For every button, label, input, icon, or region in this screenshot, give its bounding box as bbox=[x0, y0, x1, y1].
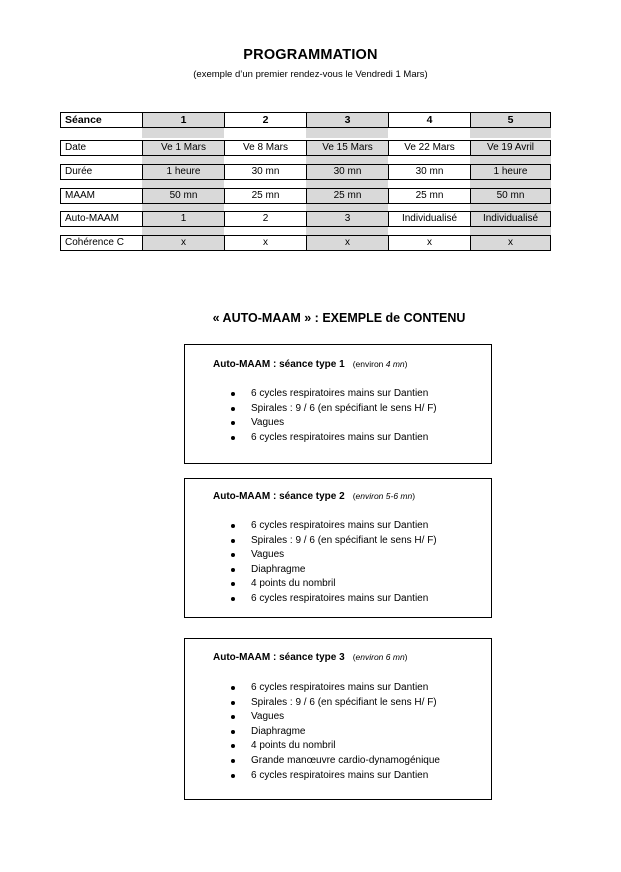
session-box-title: Auto-MAAM : séance type 2 bbox=[213, 491, 345, 502]
list-item bbox=[231, 710, 440, 725]
schedule-header-cell: 5 bbox=[470, 113, 551, 127]
list-item bbox=[231, 681, 440, 696]
duration-value: 4 mn bbox=[385, 359, 405, 369]
duration-suffix: ) bbox=[412, 491, 416, 501]
list-item-text: 6 cycles respiratoires mains sur Dantien bbox=[251, 592, 429, 604]
list-item bbox=[231, 548, 437, 563]
column-shading bbox=[306, 227, 388, 235]
list-item-text: Diaphragme bbox=[251, 563, 306, 575]
list-item-text: 6 cycles respiratoires mains sur Dantien bbox=[251, 431, 429, 443]
duration-prefix: ( bbox=[352, 652, 356, 662]
schedule-cell: 30 mn bbox=[306, 165, 388, 179]
session-box-title: Auto-MAAM : séance type 1 bbox=[213, 359, 345, 370]
list-item bbox=[231, 739, 440, 754]
schedule-cell: Ve 1 Mars bbox=[142, 141, 224, 155]
bullet-icon bbox=[231, 759, 235, 763]
bullet-icon bbox=[231, 436, 235, 440]
schedule-cell: 1 heure bbox=[470, 165, 551, 179]
schedule-row bbox=[60, 188, 551, 204]
column-shading bbox=[306, 128, 388, 138]
bullet-icon bbox=[231, 392, 235, 396]
bullet-icon bbox=[231, 407, 235, 411]
list-item-text: 4 points du nombril bbox=[251, 740, 336, 752]
list-item bbox=[231, 402, 437, 417]
list-item-text: Spirales : 9 / 6 (en spécifiant le sens H/ F) bbox=[251, 402, 437, 414]
list-item-text: Spirales : 9 / 6 (en spécifiant le sens H/ F) bbox=[251, 696, 437, 708]
bullet-icon bbox=[231, 597, 235, 601]
schedule-row bbox=[60, 211, 551, 227]
session-box-title: Auto-MAAM : séance type 3 bbox=[213, 652, 345, 663]
list-item bbox=[231, 754, 440, 769]
exercise-list bbox=[231, 681, 440, 783]
session-box-heading bbox=[213, 652, 408, 663]
list-item bbox=[231, 534, 437, 549]
bullet-icon bbox=[231, 553, 235, 557]
list-item bbox=[231, 431, 437, 446]
list-item-text: 6 cycles respiratoires mains sur Dantien bbox=[251, 520, 429, 531]
bullet-icon bbox=[231, 539, 235, 543]
duration-suffix: ) bbox=[404, 359, 408, 369]
list-item bbox=[231, 519, 437, 534]
list-item-text: Diaphragme bbox=[251, 725, 306, 737]
schedule-cell: x bbox=[470, 236, 551, 250]
session-box-heading bbox=[213, 359, 408, 370]
schedule-cell: 50 mn bbox=[142, 189, 224, 203]
duration-prefix: (environ bbox=[352, 359, 386, 369]
list-item bbox=[231, 577, 437, 592]
bullet-icon bbox=[231, 715, 235, 719]
session-box-type-3 bbox=[184, 638, 492, 800]
session-box-type-2 bbox=[184, 478, 492, 618]
schedule-cell: 25 mn bbox=[388, 189, 470, 203]
list-item bbox=[231, 387, 437, 402]
schedule-cell: Ve 8 Mars bbox=[224, 141, 306, 155]
list-item-text: 4 points du nombril bbox=[251, 578, 336, 590]
duration-value: environ 6 mn bbox=[355, 652, 405, 662]
schedule-cell: Ve 22 Mars bbox=[388, 141, 470, 155]
exercise-list bbox=[231, 519, 437, 607]
column-shading bbox=[142, 227, 224, 235]
list-item bbox=[231, 416, 437, 431]
list-item bbox=[231, 696, 440, 711]
schedule-cell: x bbox=[224, 236, 306, 250]
list-item bbox=[231, 769, 440, 784]
list-item-text: Vagues bbox=[251, 417, 285, 429]
schedule-cell: 30 mn bbox=[388, 165, 470, 179]
schedule-cell: Individualisé bbox=[388, 212, 470, 226]
schedule-header-cell: 3 bbox=[306, 113, 388, 127]
bullet-icon bbox=[231, 701, 235, 705]
list-item bbox=[231, 563, 437, 578]
schedule-cell: 3 bbox=[306, 212, 388, 226]
list-item-text: 6 cycles respiratoires mains sur Dantien bbox=[251, 769, 429, 781]
list-item bbox=[231, 725, 440, 740]
schedule-row-label: Cohérence C bbox=[60, 236, 142, 250]
column-shading bbox=[470, 227, 551, 235]
schedule-row bbox=[60, 164, 551, 180]
bullet-icon bbox=[231, 686, 235, 690]
list-item-text: 6 cycles respiratoires mains sur Dantien bbox=[251, 682, 429, 693]
list-item-text: Spirales : 9 / 6 (en spécifiant le sens H/ F) bbox=[251, 534, 437, 546]
schedule-row bbox=[60, 140, 551, 156]
schedule-cell: 2 bbox=[224, 212, 306, 226]
duration-value: environ 5-6 mn bbox=[355, 491, 413, 501]
list-item-text: 6 cycles respiratoires mains sur Dantien bbox=[251, 388, 429, 399]
session-box-heading bbox=[213, 491, 415, 502]
schedule-cell: 1 heure bbox=[142, 165, 224, 179]
page-subtitle: (exemple d’un premier rendez-vous le Vendredi 1 Mars) bbox=[193, 69, 428, 80]
page-title: PROGRAMMATION bbox=[243, 47, 378, 63]
bullet-icon bbox=[231, 568, 235, 572]
list-item bbox=[231, 592, 437, 607]
schedule-cell: x bbox=[142, 236, 224, 250]
schedule-header-row bbox=[60, 112, 551, 128]
bullet-icon bbox=[231, 421, 235, 425]
duration-prefix: ( bbox=[352, 491, 356, 501]
schedule-header-cell: 4 bbox=[388, 113, 470, 127]
schedule-row-label: Durée bbox=[60, 165, 142, 179]
schedule-cell: Individualisé bbox=[470, 212, 551, 226]
schedule-header-label: Séance bbox=[60, 113, 142, 127]
list-item-text: Vagues bbox=[251, 549, 285, 561]
column-shading bbox=[470, 128, 551, 138]
session-box-type-1 bbox=[184, 344, 492, 464]
bullet-icon bbox=[231, 744, 235, 748]
bullet-icon bbox=[231, 524, 235, 528]
section-title: « AUTO-MAAM » : EXEMPLE de CONTENU bbox=[212, 311, 466, 325]
bullet-icon bbox=[231, 774, 235, 778]
schedule-cell: 50 mn bbox=[470, 189, 551, 203]
duration-suffix: ) bbox=[404, 652, 408, 662]
schedule-row-label: Date bbox=[60, 141, 142, 155]
schedule-cell: 25 mn bbox=[306, 189, 388, 203]
schedule-cell: 30 mn bbox=[224, 165, 306, 179]
schedule-cell: x bbox=[306, 236, 388, 250]
schedule-cell: 25 mn bbox=[224, 189, 306, 203]
schedule-cell: x bbox=[388, 236, 470, 250]
bullet-icon bbox=[231, 582, 235, 586]
list-item-text: Vagues bbox=[251, 711, 285, 723]
schedule-cell: Ve 15 Mars bbox=[306, 141, 388, 155]
exercise-list bbox=[231, 387, 437, 445]
session-duration bbox=[353, 652, 408, 662]
schedule-cell: Ve 19 Avril bbox=[470, 141, 551, 155]
bullet-icon bbox=[231, 730, 235, 734]
schedule-header-cell: 1 bbox=[142, 113, 224, 127]
schedule-cell: 1 bbox=[142, 212, 224, 226]
list-item-text: Grande manœuvre cardio-dynamogénique bbox=[251, 754, 440, 766]
schedule-row-label: MAAM bbox=[60, 189, 142, 203]
schedule-header-cell: 2 bbox=[224, 113, 306, 127]
column-shading bbox=[142, 128, 224, 138]
session-duration bbox=[353, 359, 408, 369]
schedule-row bbox=[60, 235, 551, 251]
schedule-row-label: Auto-MAAM bbox=[60, 212, 142, 226]
session-duration bbox=[353, 491, 415, 501]
